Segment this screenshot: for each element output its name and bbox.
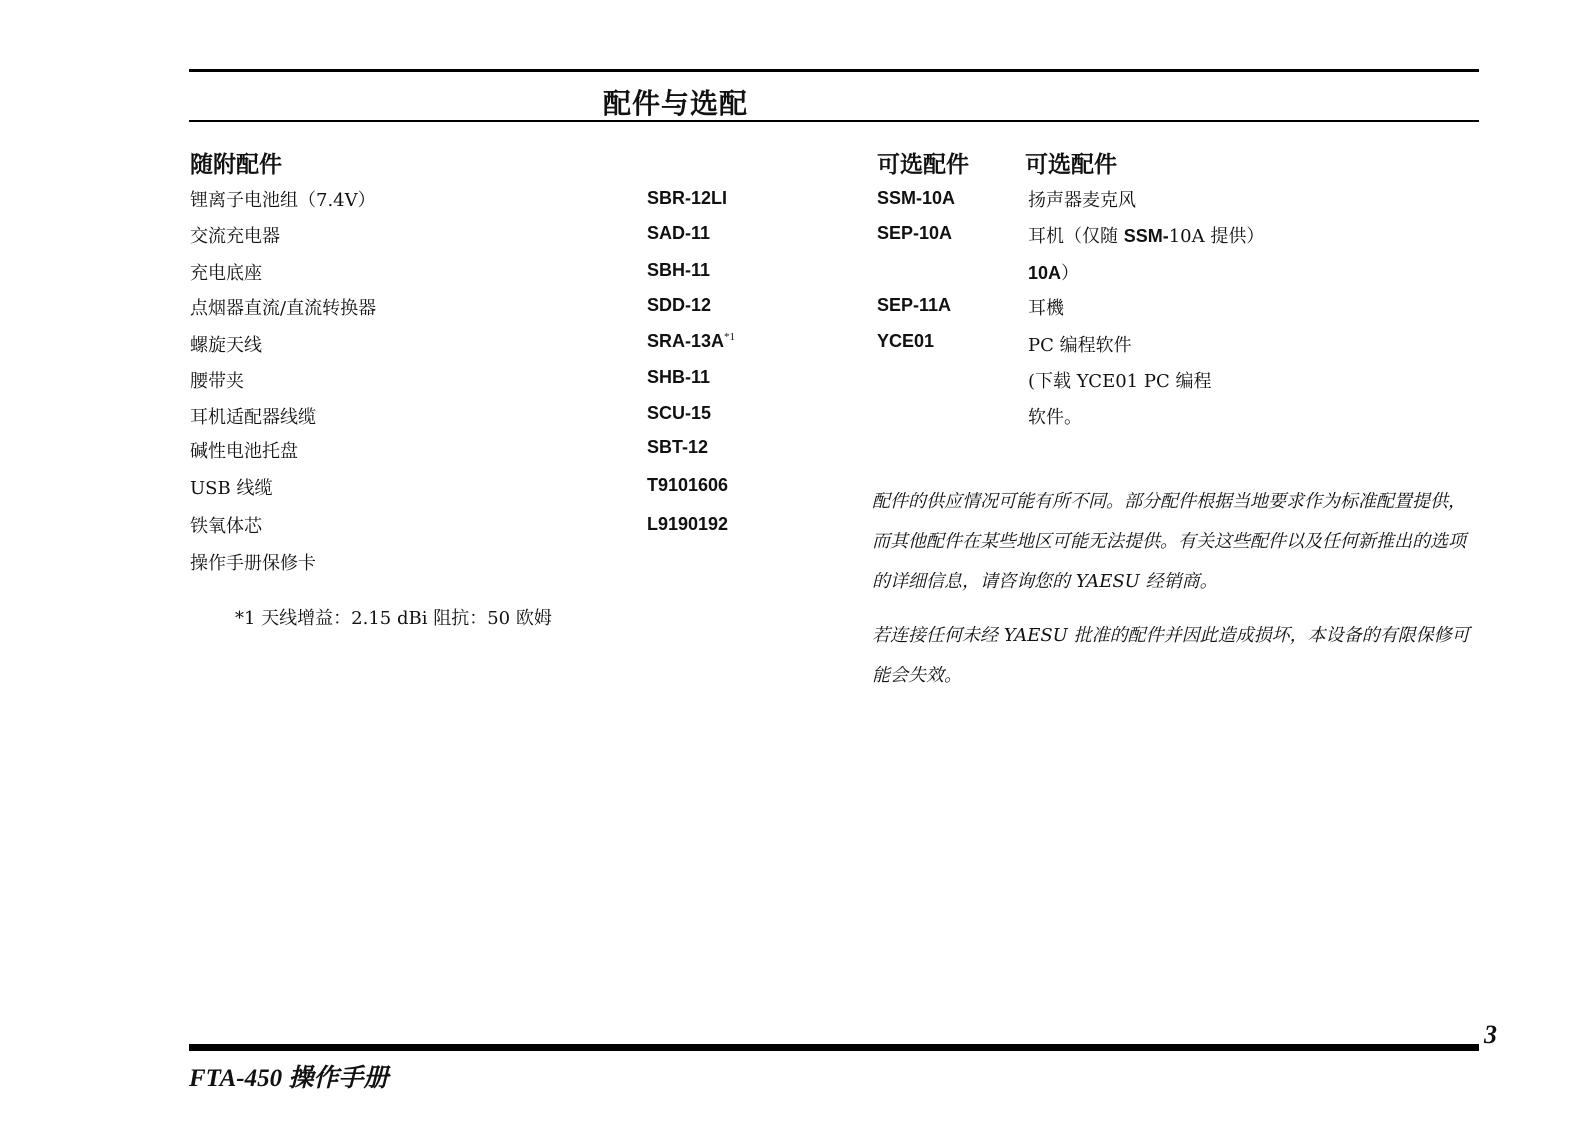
included-item-code — [647, 331, 735, 352]
optional-desc: 扬声器麦克风 — [1028, 190, 1136, 211]
page-number: 3 — [1484, 1020, 1497, 1049]
optional-heading-name: 可选配件 — [1025, 152, 1117, 178]
included-item-name: 点烟器直流/直流转换器 — [190, 298, 377, 319]
optional-desc: 耳機 — [1028, 298, 1064, 319]
desc-text: 10A 提供） — [1168, 226, 1265, 247]
optional-desc: (下载 YCE01 PC 编程 — [1028, 371, 1212, 392]
footer-title: FTA-450 操作手册 — [189, 1065, 389, 1092]
desc-bold: 10A — [1028, 263, 1062, 283]
optional-heading-code: 可选配件 — [877, 152, 969, 178]
optional-code: SSM-10A — [877, 188, 956, 208]
included-item-name: 充电底座 — [190, 263, 262, 284]
included-item-name: 耳机适配器线缆 — [190, 407, 316, 428]
included-item-code: L9190192 — [647, 514, 729, 534]
title-rule — [189, 120, 1479, 122]
included-item-code: SBT-12 — [647, 437, 709, 457]
included-heading: 随附配件 — [190, 152, 282, 178]
availability-note: 配件的供应情况可能有所不同。部分配件根据当地要求作为标准配置提供，而其他配件在某些地区可能无法提供。有关这些配件以及任何新推出的选项的详细信息，请咨询您的 YAESU 经销商。 — [872, 491, 1466, 592]
optional-code: SEP-10A — [877, 223, 953, 243]
footnote-marker: *1 — [724, 331, 736, 343]
bottom-rule — [189, 1044, 1479, 1051]
included-item-code: SHB-11 — [647, 367, 711, 387]
optional-desc — [1028, 259, 1079, 285]
desc-bold: SSM- — [1123, 226, 1169, 246]
warranty-note: 若连接任何未经 YAESU 批准的配件并因此造成损坏，本设备的有限保修可能会失效。 — [872, 625, 1470, 686]
included-item-code: SCU-15 — [647, 403, 712, 423]
optional-code: SEP-11A — [877, 295, 952, 315]
included-item-name: 碱性电池托盘 — [190, 441, 298, 462]
included-item-name: 锂离子电池组（7.4V） — [190, 190, 376, 211]
optional-desc — [1028, 222, 1264, 248]
included-item-name: 铁氧体芯 — [190, 516, 262, 537]
footnote: *1 天线增益：2.15 dBi 阻抗：50 欧姆 — [235, 608, 552, 629]
included-item-code: T9101606 — [647, 475, 729, 495]
page-title: 配件与选配 — [603, 87, 749, 120]
top-rule — [189, 69, 1479, 72]
included-item-name: 腰带夹 — [190, 371, 244, 392]
optional-desc: 软件。 — [1028, 407, 1082, 428]
desc-text: ） — [1061, 263, 1080, 284]
included-item-name: 操作手册保修卡 — [190, 553, 316, 574]
included-item-code: SBR-12LI — [647, 188, 728, 208]
included-item-code: SAD-11 — [647, 223, 711, 243]
optional-code: YCE01 — [877, 331, 935, 351]
optional-desc: PC 编程软件 — [1028, 335, 1132, 356]
desc-text: 耳机（仅随 — [1028, 226, 1124, 247]
included-item-name: 交流充电器 — [190, 226, 280, 247]
included-item-code: SDD-12 — [647, 295, 712, 315]
included-item-code: SBH-11 — [647, 260, 711, 280]
code-text: SRA-13A — [647, 331, 725, 351]
included-item-name: USB 线缆 — [190, 478, 273, 499]
included-item-name: 螺旋天线 — [190, 335, 262, 356]
